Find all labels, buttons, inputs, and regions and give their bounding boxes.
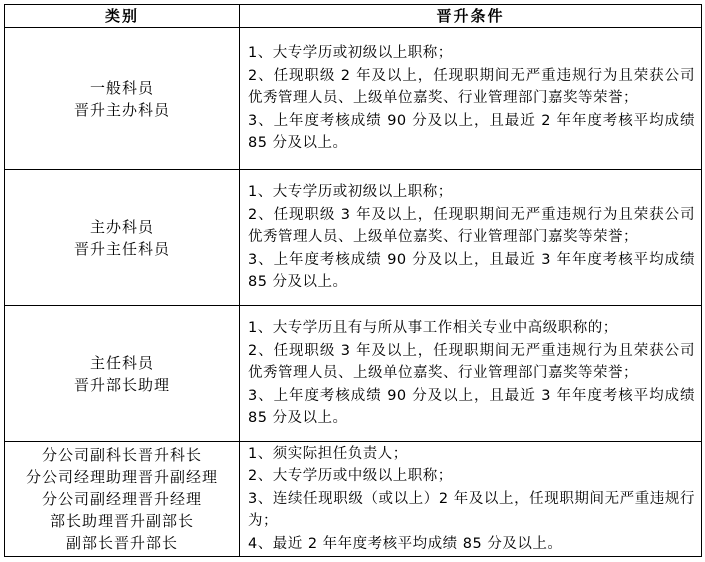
condition-item: 2、大专学历或中级以上职称；	[248, 468, 453, 485]
category-line: 晋升部长助理	[73, 375, 170, 394]
condition-item: 1、大专学历且有与所从事工作相关专业中高级职称的；	[248, 320, 618, 337]
category-line: 分公司副科长晋升科长	[41, 446, 202, 464]
category-line: 分公司副经理晋升经理	[41, 490, 202, 508]
category-cell	[5, 442, 240, 557]
category-line: 主任科员	[89, 353, 154, 372]
table-row	[5, 170, 702, 306]
condition-item: 1、大专学历或初级以上职称；	[248, 45, 453, 62]
table-row	[5, 306, 702, 442]
condition-item: 2、任现职级 3 年及以上，任现职期间无严重违规行为且荣获公司优秀管理人员、上级单位嘉奖、行业管理部门嘉奖等荣誉；	[248, 206, 695, 246]
header-row	[5, 5, 702, 28]
category-line: 一般科员	[89, 78, 154, 97]
condition-item: 4、最近 2 年年度考核平均成绩 85 分及以上。	[248, 535, 563, 552]
condition-item: 2、任现职级 2 年及以上，任现职期间无严重违规行为且荣获公司优秀管理人员、上级单位嘉奖、行业管理部门嘉奖等荣誉；	[248, 67, 695, 107]
condition-item: 3、连续任现职级（或以上）2 年及以上，任现职期间无严重违规行为；	[248, 490, 695, 530]
condition-item: 3、上年度考核成绩 90 分及以上，且最近 3 年年度考核平均成绩 85 分及以上。	[248, 387, 695, 427]
category-line: 主办科员	[89, 217, 154, 236]
conditions-cell	[240, 306, 702, 442]
table-row	[5, 442, 702, 557]
condition-item: 3、上年度考核成绩 90 分及以上，且最近 2 年年度考核平均成绩 85 分及以上。	[248, 112, 695, 152]
conditions-cell	[240, 442, 702, 557]
category-cell	[5, 306, 240, 442]
category-line: 部长助理晋升副部长	[49, 512, 194, 530]
condition-item: 1、须实际担任负责人；	[248, 445, 408, 462]
condition-item: 3、上年度考核成绩 90 分及以上，且最近 3 年年度考核平均成绩 85 分及以上。	[248, 251, 695, 291]
condition-item: 2、任现职级 3 年及以上，任现职期间无严重违规行为且荣获公司优秀管理人员、上级单位嘉奖、行业管理部门嘉奖等荣誉；	[248, 342, 695, 382]
promotion-table	[4, 4, 702, 557]
category-line: 晋升主任科员	[73, 239, 170, 258]
conditions-cell	[240, 28, 702, 170]
category-line: 分公司经理助理晋升副经理	[25, 468, 218, 486]
header-category: 类别	[5, 5, 240, 28]
category-cell	[5, 170, 240, 306]
table-row	[5, 28, 702, 170]
category-line: 副部长晋升部长	[65, 534, 178, 552]
category-line: 晋升主办科员	[73, 100, 170, 119]
condition-item: 1、大专学历或初级以上职称；	[248, 184, 453, 201]
category-cell	[5, 28, 240, 170]
conditions-cell	[240, 170, 702, 306]
header-conditions: 晋升条件	[240, 5, 702, 28]
